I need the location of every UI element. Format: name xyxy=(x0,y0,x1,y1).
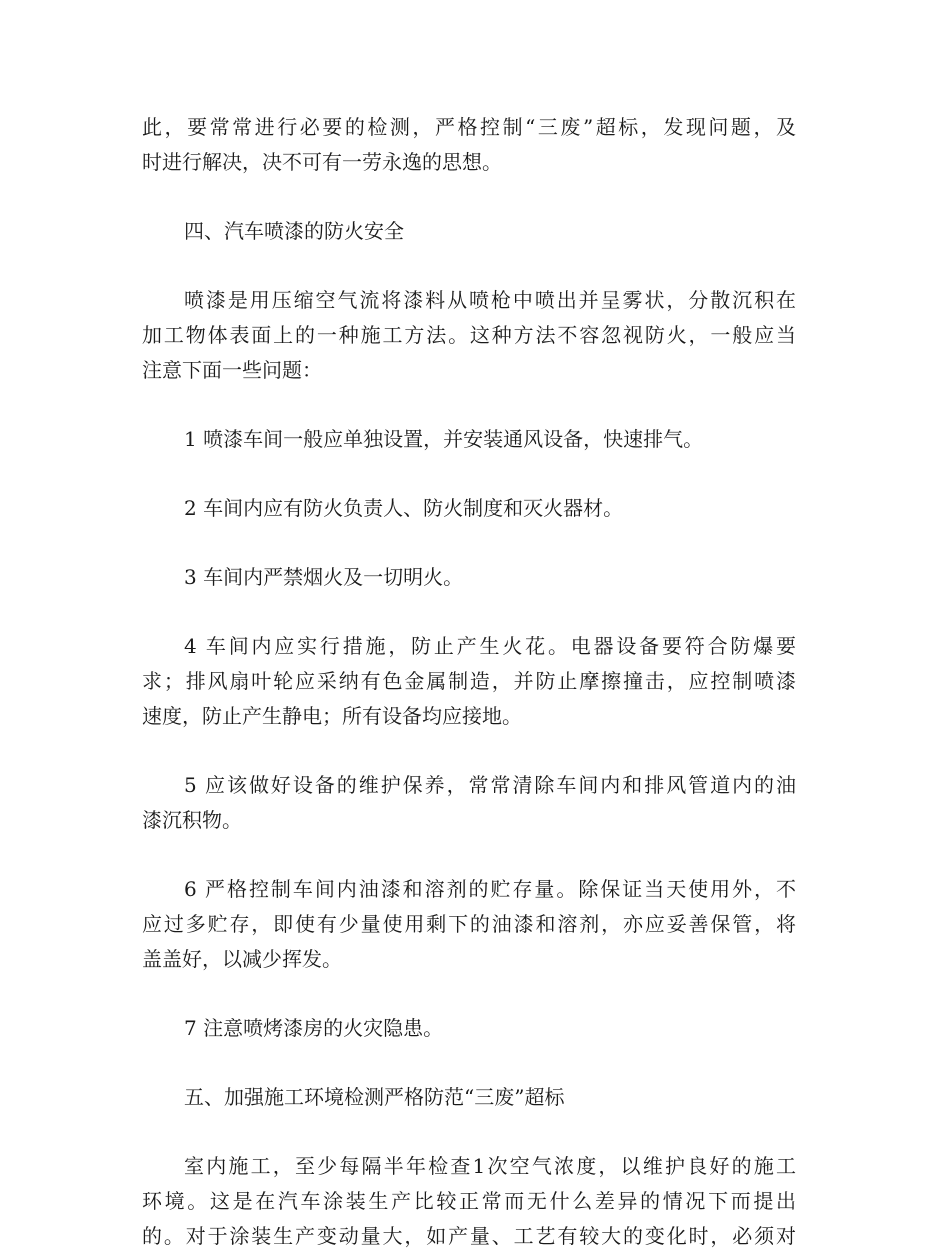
text-line: 的。对于涂装生产变动量大，如产量、工艺有较大的变化时，必须对 xyxy=(142,1224,796,1248)
paragraph-p1 xyxy=(142,283,796,388)
paragraph-spacing xyxy=(142,838,796,872)
paragraph-p2 xyxy=(142,1149,796,1254)
paragraph-spacing xyxy=(142,1115,796,1149)
text-line: 6 严格控制车间内油漆和溶剂的贮存量。除保证当天使用外，不 xyxy=(184,877,796,901)
text-line: 应过多贮存，即使有少量使用剩下的油漆和溶剂，亦应妥善保管，将 xyxy=(142,912,796,936)
text-line: 7 注意喷烤漆房的火灾隐患。 xyxy=(184,1016,444,1040)
text-line: 2 车间内应有防火负责人、防火制度和灭火器材。 xyxy=(184,496,624,520)
paragraph-spacing xyxy=(142,388,796,422)
text-line: 3 车间内严禁烟火及一切明火。 xyxy=(184,565,464,589)
paragraph-spacing xyxy=(142,180,796,214)
paragraph-item2 xyxy=(142,491,796,526)
text-line: 五、加强施工环境检测严格防范“三废”超标 xyxy=(184,1085,565,1109)
paragraph-spacing xyxy=(142,734,796,768)
text-line: 速度，防止产生静电；所有设备均应接地。 xyxy=(142,704,522,728)
paragraph-spacing xyxy=(142,249,796,283)
text-line: 4 车间内应实行措施，防止产生火花。电器设备要符合防爆要 xyxy=(184,634,796,658)
text-line: 1 喷漆车间一般应单独设置，并安装通风设备，快速排气。 xyxy=(184,427,704,451)
paragraph-item7 xyxy=(142,1011,796,1046)
paragraph-h4 xyxy=(142,214,796,249)
paragraph-item1 xyxy=(142,422,796,457)
document-body xyxy=(142,110,796,1254)
paragraph-item3 xyxy=(142,560,796,595)
paragraph-spacing xyxy=(142,457,796,491)
paragraph-spacing xyxy=(142,1046,796,1080)
paragraph-item4 xyxy=(142,629,796,734)
text-line: 漆沉积物。 xyxy=(142,808,242,832)
paragraph-p0 xyxy=(142,110,796,180)
paragraph-h5 xyxy=(142,1080,796,1115)
paragraph-item6 xyxy=(142,872,796,977)
paragraph-item5 xyxy=(142,768,796,838)
text-line: 注意下面一些问题： xyxy=(142,358,322,382)
text-line: 此，要常常进行必要的检测，严格控制“三废”超标，发现问题，及 xyxy=(142,115,796,139)
text-line: 加工物体表面上的一种施工方法。这种方法不容忽视防火，一般应当 xyxy=(142,323,796,347)
text-line: 喷漆是用压缩空气流将漆料从喷枪中喷出并呈雾状，分散沉积在 xyxy=(184,288,796,312)
text-line: 环境。这是在汽车涂装生产比较正常而无什么差异的情况下而提出 xyxy=(142,1189,796,1213)
text-line: 求；排风扇叶轮应采纳有色金属制造，并防止摩擦撞击，应控制喷漆 xyxy=(142,669,796,693)
text-line: 盖盖好，以减少挥发。 xyxy=(142,947,342,971)
text-line: 四、汽车喷漆的防火安全 xyxy=(184,219,404,243)
paragraph-spacing xyxy=(142,526,796,560)
text-line: 室内施工，至少每隔半年检查1次空气浓度，以维护良好的施工 xyxy=(184,1154,796,1178)
text-line: 时进行解决，决不可有一劳永逸的思想。 xyxy=(142,150,502,174)
paragraph-spacing xyxy=(142,977,796,1011)
text-line: 5 应该做好设备的维护保养，常常清除车间内和排风管道内的油 xyxy=(184,773,796,797)
paragraph-spacing xyxy=(142,595,796,629)
